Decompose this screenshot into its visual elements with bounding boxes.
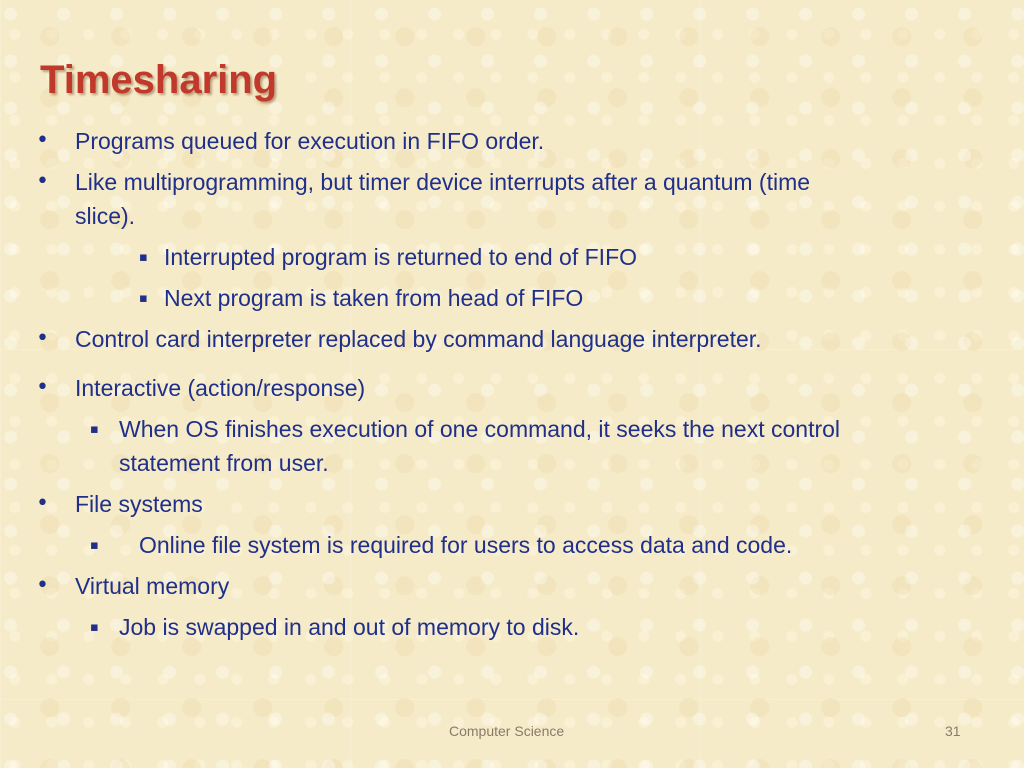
bullet-icon: • [36, 169, 49, 194]
list-item: Programs queued for execution in FIFO order. [75, 128, 545, 154]
sub-list-item: When OS finishes execution of one command, it seeks the next control [119, 416, 841, 442]
list-item: File systems [75, 491, 203, 517]
list-item: Like multiprogramming, but timer device interrupts after a quantum (time [75, 169, 811, 195]
sub-list-item: Job is swapped in and out of memory to disk. [119, 614, 580, 640]
list-item: Interactive (action/response) [75, 375, 366, 401]
square-bullet-icon: ▪ [90, 620, 99, 635]
square-bullet-icon: ▪ [90, 538, 99, 553]
list-item-continuation: slice). [75, 203, 136, 229]
sub-list-item: Online file system is required for users to access data and code. [139, 532, 793, 558]
sub-list-item: Interrupted program is returned to end of FIFO [164, 244, 638, 270]
bullet-icon: • [36, 326, 49, 351]
bullet-icon: • [36, 573, 49, 598]
list-item: Virtual memory [75, 573, 230, 599]
footer-center-text: Computer Science [449, 723, 565, 739]
square-bullet-icon: ▪ [139, 250, 148, 265]
slide-title: Timesharing [40, 58, 278, 102]
bullet-icon: • [36, 375, 49, 400]
bullet-icon: • [36, 491, 49, 516]
square-bullet-icon: ▪ [90, 422, 99, 437]
sub-list-item: Next program is taken from head of FIFO [164, 285, 584, 311]
bullet-icon: • [36, 128, 49, 153]
square-bullet-icon: ▪ [139, 291, 148, 306]
page-number: 31 [945, 723, 961, 739]
sub-list-item-continuation: statement from user. [119, 450, 329, 476]
list-item: Control card interpreter replaced by command language interpreter. [75, 326, 762, 352]
